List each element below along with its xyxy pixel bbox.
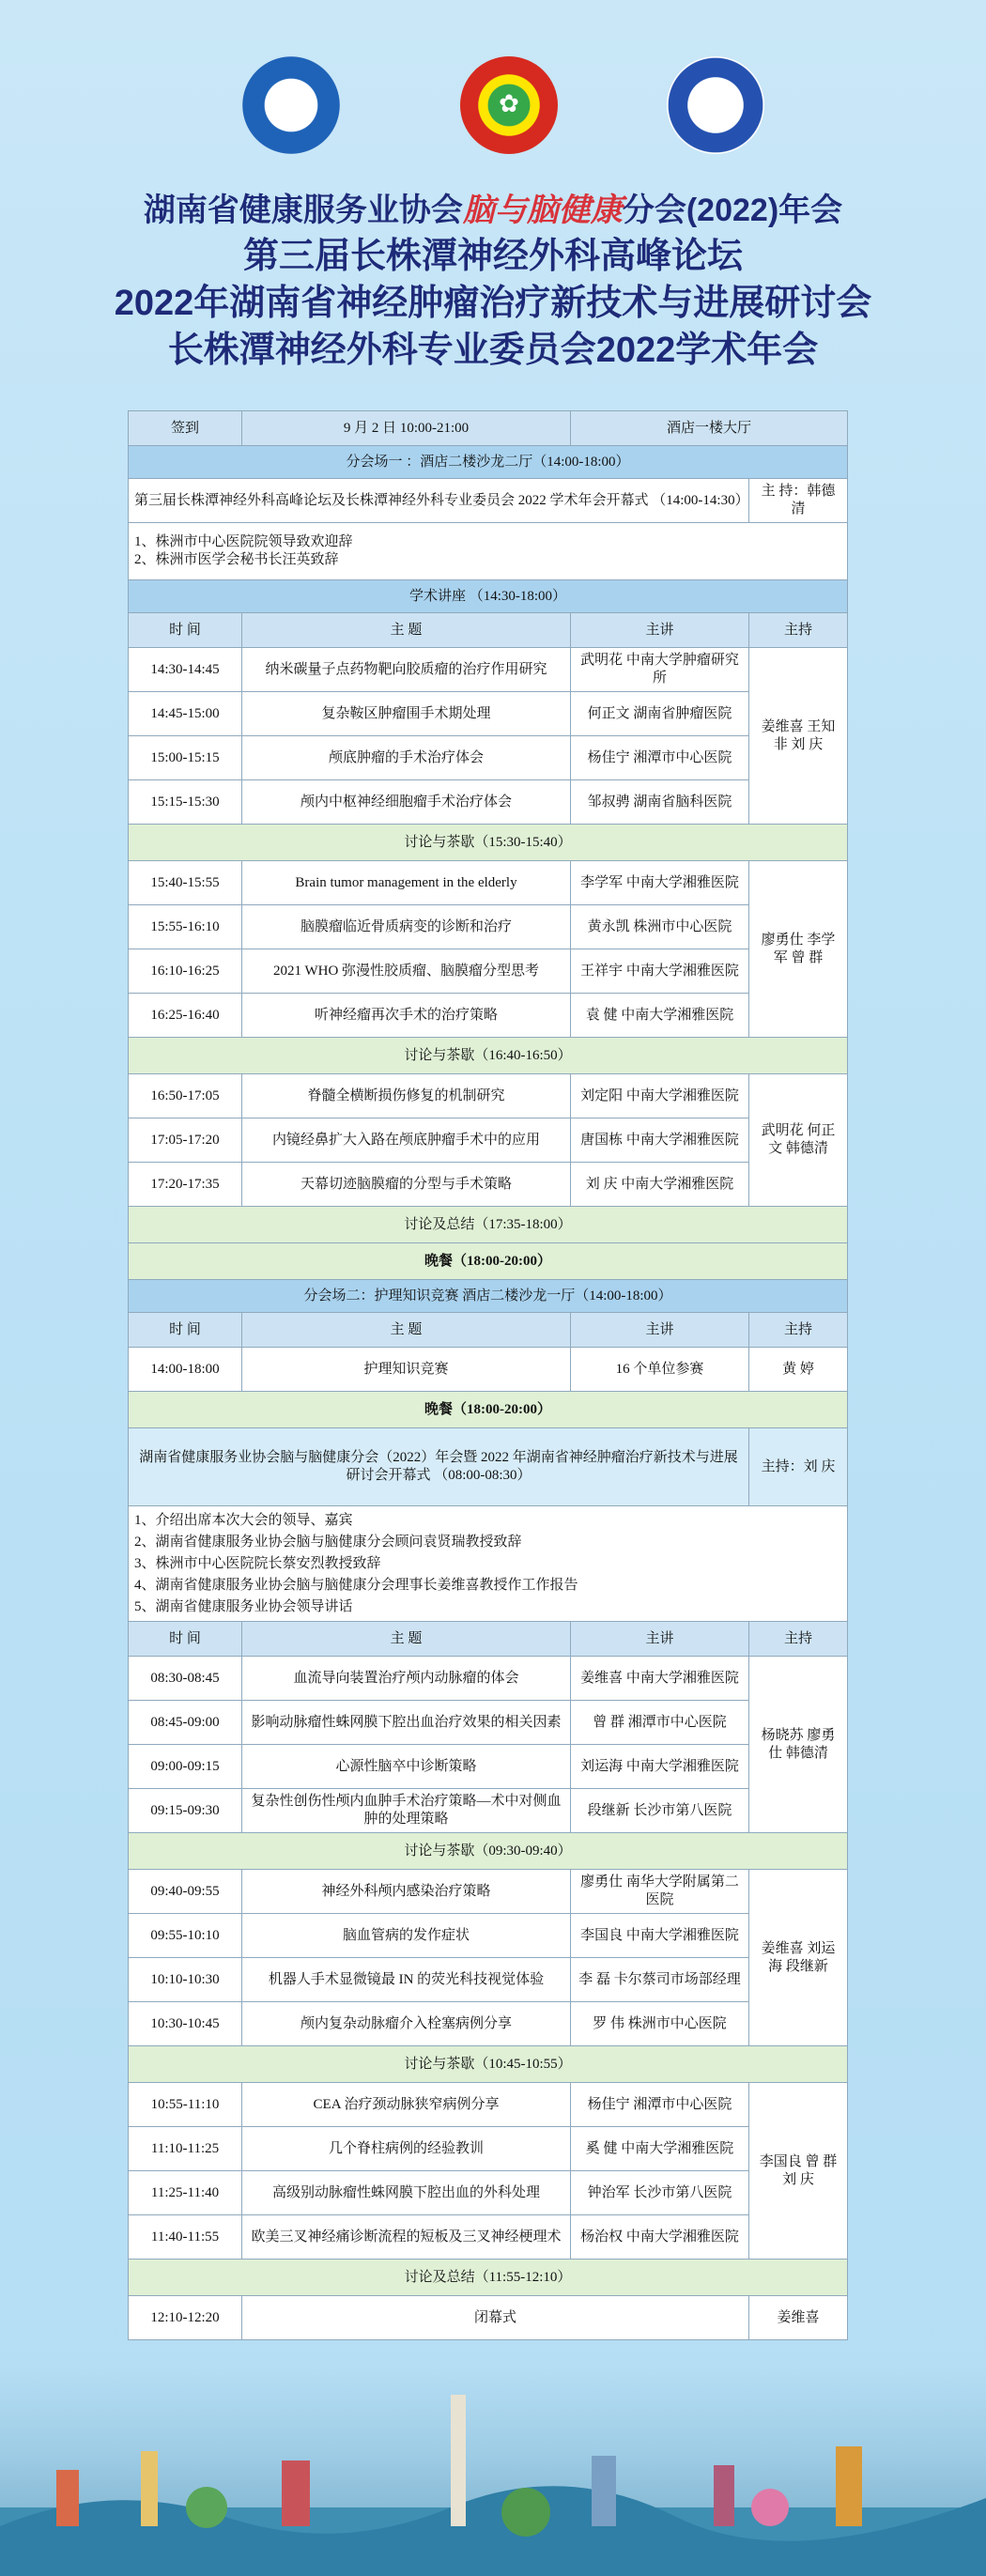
title-line-4: 长株潭神经外科专业委员会2022学术年会 bbox=[167, 331, 819, 370]
session-chair: 姜维喜 刘运海 段继新 bbox=[749, 1870, 848, 2046]
session-topic: 欧美三叉神经痛诊断流程的短板及三叉神经梗理术 bbox=[242, 2215, 571, 2260]
session-row bbox=[129, 1914, 848, 1958]
venue-2-header: 分会场二：护理知识竞赛 酒店二楼沙龙一厅（14:00-18:00） bbox=[129, 1280, 848, 1313]
dinner-row: 晚餐（18:00-20:00） bbox=[129, 1392, 848, 1428]
session-row bbox=[129, 1870, 848, 1914]
session-time: 11:25-11:40 bbox=[129, 2171, 242, 2215]
brain-health-highlight: 脑与脑健康 bbox=[462, 193, 623, 228]
session-time: 09:00-09:15 bbox=[129, 1745, 242, 1789]
session-speaker: 刘 庆 中南大学湘雅医院 bbox=[571, 1163, 749, 1207]
session-row bbox=[129, 2215, 848, 2260]
session-row bbox=[129, 1074, 848, 1118]
session-time: 15:40-15:55 bbox=[129, 861, 242, 905]
session-row bbox=[129, 861, 848, 905]
session-topic: 颅内中枢神经细胞瘤手术治疗体会 bbox=[242, 780, 571, 825]
session-row bbox=[129, 1745, 848, 1789]
opening-1-row: 第三届长株潭神经外科高峰论坛及长株潭神经外科专业委员会 2022 学术年会开幕式 （14:00-14:30） 主 持：韩德清 bbox=[129, 479, 848, 523]
session-chair: 李国良 曾 群 刘 庆 bbox=[749, 2083, 848, 2260]
session-time: 16:10-16:25 bbox=[129, 949, 242, 994]
session-topic: 几个脊柱病例的经验教训 bbox=[242, 2127, 571, 2171]
session-topic: 神经外科颅内感染治疗策略 bbox=[242, 1870, 571, 1914]
session-time: 16:25-16:40 bbox=[129, 994, 242, 1038]
break-row: 讨论与茶歇（09:30-09:40） bbox=[129, 1833, 848, 1870]
session-speaker: 王祥宇 中南大学湘雅医院 bbox=[571, 949, 749, 994]
session-time: 08:30-08:45 bbox=[129, 1657, 242, 1701]
session-speaker: 李学军 中南大学湘雅医院 bbox=[571, 861, 749, 905]
opening-2-row: 湖南省健康服务业协会脑与脑健康分会（2022）年会暨 2022 年湖南省神经肿瘤治疗新技术与进展研讨会开幕式 （08:00-08:30） 主持：刘 庆 bbox=[129, 1428, 848, 1506]
session-speaker: 李 磊 卡尔蔡司市场部经理 bbox=[571, 1958, 749, 2002]
session-row bbox=[129, 2083, 848, 2127]
zhuzhou-central-hospital-logo: ⚕ bbox=[667, 56, 764, 154]
session-speaker: 姜维喜 中南大学湘雅医院 bbox=[571, 1657, 749, 1701]
session-row bbox=[129, 2002, 848, 2046]
session-topic: 机器人手术显微镜最 IN 的荧光科技视觉体验 bbox=[242, 1958, 571, 2002]
session-topic: 2021 WHO 弥漫性胶质瘤、脑膜瘤分型思考 bbox=[242, 949, 571, 994]
session-topic: 颅内复杂动脉瘤介入栓塞病例分享 bbox=[242, 2002, 571, 2046]
session-row bbox=[129, 736, 848, 780]
session-topic: 心源性脑卒中诊断策略 bbox=[242, 1745, 571, 1789]
session-topic: 脑血管病的发作症状 bbox=[242, 1914, 571, 1958]
session-topic: 纳米碳量子点药物靶向胶质瘤的治疗作用研究 bbox=[242, 648, 571, 692]
session-row bbox=[129, 1163, 848, 1207]
session-topic: 天幕切迹脑膜瘤的分型与手术策略 bbox=[242, 1163, 571, 1207]
session-time: 17:20-17:35 bbox=[129, 1163, 242, 1207]
session-row bbox=[129, 949, 848, 994]
session-time: 09:40-09:55 bbox=[129, 1870, 242, 1914]
session-time: 14:45-15:00 bbox=[129, 692, 242, 736]
opening-2-notes: 1、介绍出席本次大会的领导、嘉宾 2、湖南省健康服务业协会脑与脑健康分会顾问袁贤瑞教授致辞 3、株洲市中心医院院长蔡安烈教授致辞 4、湖南省健康服务业协会脑与脑健康分会理事长姜维喜教授作工作报告 5、湖南省健康服务业协会领导讲话 bbox=[129, 1506, 848, 1622]
session-time: 10:10-10:30 bbox=[129, 1958, 242, 2002]
checkin-row: 签到 9 月 2 日 10:00-21:00 酒店一楼大厅 bbox=[129, 411, 848, 446]
session-topic: 复杂性创伤性颅内血肿手术治疗策略—术中对侧血肿的处理策略 bbox=[242, 1789, 571, 1833]
session-speaker: 黄永凯 株洲市中心医院 bbox=[571, 905, 749, 949]
session-topic: 脊髓全横断损伤修复的机制研究 bbox=[242, 1074, 571, 1118]
break-row: 讨论与茶歇（16:40-16:50） bbox=[129, 1038, 848, 1074]
session-topic: 听神经瘤再次手术的治疗策略 bbox=[242, 994, 571, 1038]
session-speaker: 邹叔骋 湖南省脑科医院 bbox=[571, 780, 749, 825]
session-topic: 血流导向装置治疗颅内动脉瘤的体会 bbox=[242, 1657, 571, 1701]
session-group-2 bbox=[129, 861, 848, 1038]
session-row bbox=[129, 1701, 848, 1745]
session-row bbox=[129, 648, 848, 692]
city-skyline-illustration bbox=[0, 2367, 986, 2576]
session-time: 15:00-15:15 bbox=[129, 736, 242, 780]
session-chair: 武明花 何正文 韩德清 bbox=[749, 1074, 848, 1207]
column-header: 时 间 主 题 主讲 主持 bbox=[129, 1622, 848, 1657]
break-row: 讨论与茶歇（10:45-10:55） bbox=[129, 2046, 848, 2083]
summary-row: 讨论及总结（17:35-18:00） bbox=[129, 1207, 848, 1243]
session-row bbox=[129, 2171, 848, 2215]
session-time: 08:45-09:00 bbox=[129, 1701, 242, 1745]
session-row bbox=[129, 1657, 848, 1701]
session-speaker: 袁 健 中南大学湘雅医院 bbox=[571, 994, 749, 1038]
venue-1-header: 分会场一 ：酒店二楼沙龙二厅（14:00-18:00） bbox=[129, 446, 848, 479]
session-time: 15:15-15:30 bbox=[129, 780, 242, 825]
opening-1-notes: 1、株洲市中心医院院领导致欢迎辞 2、株洲市医学会秘书长汪英致辞 bbox=[129, 523, 848, 580]
title-line-1: 湖南省健康服务业协会脑与脑健康分会(2022)年会 bbox=[143, 193, 843, 228]
session-row bbox=[129, 780, 848, 825]
logo-row bbox=[0, 56, 986, 160]
session-speaker: 曾 群 湘潭市中心医院 bbox=[571, 1701, 749, 1745]
session-row bbox=[129, 905, 848, 949]
session-group-4 bbox=[129, 1657, 848, 1833]
session-time: 14:30-14:45 bbox=[129, 648, 242, 692]
session-topic: CEA 治疗颈动脉狭窄病例分享 bbox=[242, 2083, 571, 2127]
title-line-2: 第三届长株潭神经外科高峰论坛 bbox=[242, 237, 743, 276]
session-row bbox=[129, 2127, 848, 2171]
session-topic: 高级别动脉瘤性蛛网膜下腔出血的外科处理 bbox=[242, 2171, 571, 2215]
session-row bbox=[129, 994, 848, 1038]
session-group-6 bbox=[129, 2083, 848, 2260]
health-association-logo: ✚ bbox=[242, 56, 340, 154]
session-time: 10:55-11:10 bbox=[129, 2083, 242, 2127]
session-time: 11:40-11:55 bbox=[129, 2215, 242, 2260]
session-speaker: 杨佳宁 湘潭市中心医院 bbox=[571, 2083, 749, 2127]
session-speaker: 武明花 中南大学肿瘤研究所 bbox=[571, 648, 749, 692]
title-block bbox=[0, 188, 986, 374]
session-chair: 廖勇仕 李学军 曾 群 bbox=[749, 861, 848, 1038]
session-topic: 影响动脉瘤性蛛网膜下腔出血治疗效果的相关因素 bbox=[242, 1701, 571, 1745]
session-row bbox=[129, 1118, 848, 1163]
session-speaker: 段继新 长沙市第八医院 bbox=[571, 1789, 749, 1833]
session-speaker: 刘定阳 中南大学湘雅医院 bbox=[571, 1074, 749, 1118]
session-speaker: 罗 伟 株洲市中心医院 bbox=[571, 2002, 749, 2046]
lecture-header: 学术讲座 （14:30-18:00） bbox=[129, 580, 848, 613]
session-time: 10:30-10:45 bbox=[129, 2002, 242, 2046]
session-row bbox=[129, 692, 848, 736]
session-speaker: 钟治军 长沙市第八医院 bbox=[571, 2171, 749, 2215]
session-speaker: 李国良 中南大学湘雅医院 bbox=[571, 1914, 749, 1958]
title-line-3: 2022年湖南省神经肿瘤治疗新技术与进展研讨会 bbox=[114, 284, 872, 323]
session-speaker: 唐国栋 中南大学湘雅医院 bbox=[571, 1118, 749, 1163]
column-header: 时 间 主 题 主讲 主持 bbox=[129, 613, 848, 648]
nursing-contest-row: 14:00-18:00 护理知识竞赛 16 个单位参赛 黄 婷 bbox=[129, 1348, 848, 1392]
session-time: 09:15-09:30 bbox=[129, 1789, 242, 1833]
session-time: 17:05-17:20 bbox=[129, 1118, 242, 1163]
xiangya-hospital-logo: ✿ bbox=[460, 56, 558, 154]
session-topic: Brain tumor management in the elderly bbox=[242, 861, 571, 905]
session-time: 16:50-17:05 bbox=[129, 1074, 242, 1118]
session-topic: 脑膜瘤临近骨质病变的诊断和治疗 bbox=[242, 905, 571, 949]
session-chair: 姜维喜 王知非 刘 庆 bbox=[749, 648, 848, 825]
session-time: 11:10-11:25 bbox=[129, 2127, 242, 2171]
break-row: 讨论与茶歇（15:30-15:40） bbox=[129, 825, 848, 861]
session-topic: 复杂鞍区肿瘤围手术期处理 bbox=[242, 692, 571, 736]
session-row bbox=[129, 1958, 848, 2002]
summary-row: 讨论及总结（11:55-12:10） bbox=[129, 2260, 848, 2296]
session-time: 15:55-16:10 bbox=[129, 905, 242, 949]
session-group-3 bbox=[129, 1074, 848, 1207]
dinner-row: 晚餐（18:00-20:00） bbox=[129, 1243, 848, 1280]
session-topic: 颅底肿瘤的手术治疗体会 bbox=[242, 736, 571, 780]
session-group-5 bbox=[129, 1870, 848, 2046]
session-speaker: 奚 健 中南大学湘雅医院 bbox=[571, 2127, 749, 2171]
session-speaker: 何正文 湖南省肿瘤医院 bbox=[571, 692, 749, 736]
session-topic: 内镜经鼻扩大入路在颅底肿瘤手术中的应用 bbox=[242, 1118, 571, 1163]
schedule-table bbox=[128, 410, 848, 2340]
column-header: 时 间 主 题 主讲 主持 bbox=[129, 1313, 848, 1348]
session-speaker: 刘运海 中南大学湘雅医院 bbox=[571, 1745, 749, 1789]
session-speaker: 杨佳宁 湘潭市中心医院 bbox=[571, 736, 749, 780]
session-speaker: 廖勇仕 南华大学附属第二医院 bbox=[571, 1870, 749, 1914]
session-row bbox=[129, 1789, 848, 1833]
session-group-1 bbox=[129, 648, 848, 825]
session-time: 09:55-10:10 bbox=[129, 1914, 242, 1958]
session-chair: 杨晓苏 廖勇仕 韩德清 bbox=[749, 1657, 848, 1833]
session-speaker: 杨治权 中南大学湘雅医院 bbox=[571, 2215, 749, 2260]
closing-row: 12:10-12:20 闭幕式 姜维喜 bbox=[129, 2296, 848, 2340]
